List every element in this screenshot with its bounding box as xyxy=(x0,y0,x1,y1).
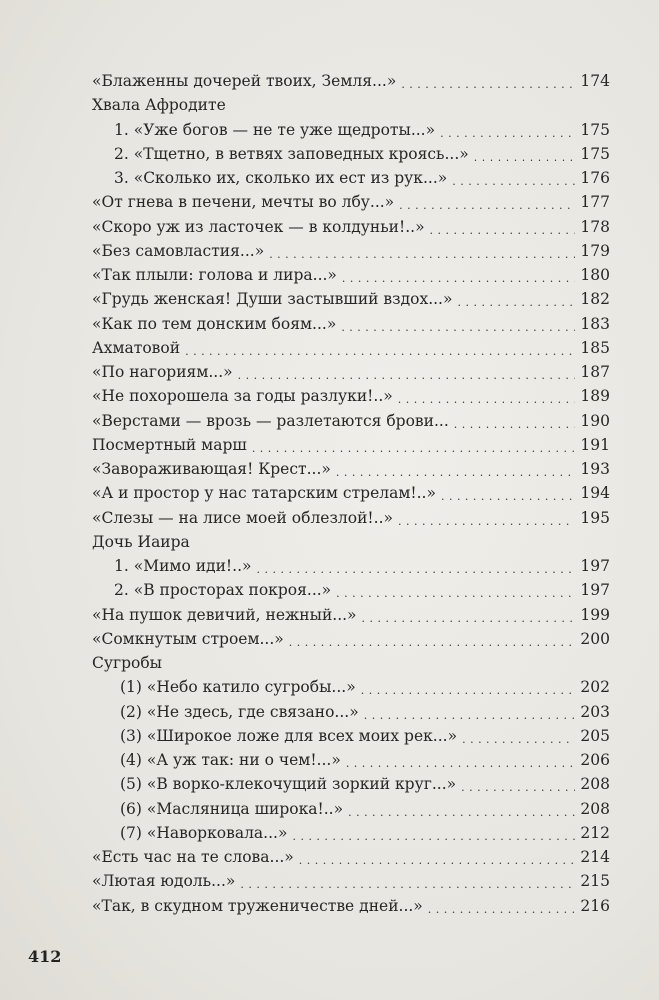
toc-entry-page: 183 xyxy=(580,314,610,333)
dot-leader xyxy=(399,195,575,211)
toc-entry xyxy=(92,96,610,120)
toc-entry-page: 185 xyxy=(580,338,610,357)
dot-leader xyxy=(362,608,576,624)
toc-entry xyxy=(92,824,610,848)
dot-leader xyxy=(474,147,576,163)
toc-entry-page: 197 xyxy=(580,581,610,600)
toc-entry-title: 1. «Мимо иди!..» xyxy=(114,557,252,575)
toc-entry xyxy=(92,848,610,872)
toc-entry-title: «Лютая юдоль...» xyxy=(92,872,236,891)
dot-leader xyxy=(430,220,576,236)
toc-entry xyxy=(92,509,610,533)
toc-entry xyxy=(92,145,610,169)
toc-entry-title: Ахматовой xyxy=(92,338,181,357)
dot-leader xyxy=(428,899,576,915)
toc-entry-title: Дочь Иаира xyxy=(92,532,190,551)
dot-leader xyxy=(336,583,575,599)
page-number: 412 xyxy=(28,947,62,966)
dot-leader xyxy=(361,680,576,696)
toc-entry xyxy=(92,484,610,508)
toc-entry-page: 193 xyxy=(580,460,610,478)
dot-leader xyxy=(452,171,575,187)
toc-entry xyxy=(92,460,610,484)
dot-leader xyxy=(342,268,576,284)
toc-entry-page: 208 xyxy=(580,775,610,794)
toc-entry-title: «А и простор у нас татарским стрелам!..» xyxy=(92,484,436,503)
toc-entry-title: (3) «Широкое ложе для всех моих рек...» xyxy=(120,726,458,745)
dot-leader xyxy=(240,874,575,890)
dot-leader xyxy=(257,559,576,575)
toc-entry xyxy=(92,363,610,387)
toc-entry-page: 187 xyxy=(580,363,610,381)
dot-leader xyxy=(269,244,575,260)
toc-entry-title: «Сомкнутым строем...» xyxy=(92,629,284,648)
toc-entry xyxy=(92,193,610,217)
toc-entry-title: Хвала Афродите xyxy=(92,96,226,115)
toc-entry-page: 176 xyxy=(580,169,610,187)
toc-entry-page: 191 xyxy=(580,435,610,454)
toc-entry xyxy=(92,606,610,630)
toc-entry-page: 200 xyxy=(580,629,610,648)
dot-leader xyxy=(441,486,575,502)
toc-entry xyxy=(92,242,610,266)
toc-entry-page: 180 xyxy=(580,266,610,284)
toc-entry-page: 174 xyxy=(580,72,610,90)
toc-entry-page: 208 xyxy=(580,799,610,818)
toc-entry-title: «По нагориям...» xyxy=(92,363,233,381)
toc-entry-page: 190 xyxy=(580,411,610,430)
toc-entry-title: «Грудь женская! Души застывший вздох...» xyxy=(92,290,453,309)
dot-leader xyxy=(457,292,575,308)
toc-entry-title: (6) «Масляница широка!..» xyxy=(120,799,344,818)
toc-entry xyxy=(92,218,610,242)
toc-entry xyxy=(92,121,610,145)
toc-entry-title: «Без самовластия...» xyxy=(92,241,265,260)
toc-entry xyxy=(92,266,610,290)
toc-entry-title: (7) «Наворковала...» xyxy=(120,823,288,842)
toc-entry-title: Сугробы xyxy=(92,654,163,672)
toc-entry-title: «Как по тем донским боям...» xyxy=(92,314,337,333)
toc-entry-title: «Скоро уж из ласточек — в колдуньи!..» xyxy=(92,217,425,236)
toc-entry xyxy=(92,727,610,751)
dot-leader xyxy=(440,123,575,139)
toc-entry xyxy=(92,339,610,363)
dot-leader xyxy=(289,632,576,648)
toc-entry xyxy=(92,897,610,921)
toc-entry xyxy=(92,557,610,581)
toc-entry xyxy=(92,775,610,799)
dot-leader xyxy=(364,705,576,721)
dot-leader xyxy=(346,753,576,769)
toc-entry xyxy=(92,703,610,727)
toc-entry xyxy=(92,654,610,678)
toc-entry-title: «От гнева в печени, мечты во лбу...» xyxy=(92,193,395,212)
toc-entry xyxy=(92,630,610,654)
toc-entry-title: (1) «Небо катило сугробы...» xyxy=(120,678,356,697)
table-of-contents xyxy=(92,72,610,921)
toc-entry-page: 197 xyxy=(580,557,610,575)
toc-entry-title: «Так, в скудном труженичестве дней...» xyxy=(92,896,423,915)
toc-entry xyxy=(92,169,610,193)
toc-entry-page: 195 xyxy=(580,508,610,527)
toc-entry-page: 203 xyxy=(580,702,610,721)
toc-entry xyxy=(92,533,610,557)
toc-entry-title: 1. «Уже богов — не те уже щедроты...» xyxy=(114,120,436,139)
toc-entry-title: 2. «Тщетно, в ветвях заповедных кроясь...» xyxy=(114,144,469,163)
dot-leader xyxy=(238,365,576,381)
toc-entry xyxy=(92,315,610,339)
toc-entry-title: 3. «Сколько их, сколько их ест из рук...» xyxy=(114,169,448,187)
dot-leader xyxy=(398,511,575,527)
toc-entry xyxy=(92,436,610,460)
dot-leader xyxy=(299,850,576,866)
dot-leader xyxy=(398,389,576,405)
toc-entry-title: «Блаженны дочерей твоих, Земля...» xyxy=(92,72,397,90)
dot-leader xyxy=(401,74,575,90)
toc-entry-page: 205 xyxy=(580,726,610,745)
toc-entry-title: «Завораживающая! Крест...» xyxy=(92,460,331,478)
toc-entry-title: «Слезы — на лисе моей облезлой!..» xyxy=(92,508,393,527)
toc-entry-page: 179 xyxy=(580,241,610,260)
toc-entry-page: 216 xyxy=(580,896,610,915)
toc-entry-title: (2) «Не здесь, где связано...» xyxy=(120,702,359,721)
toc-entry-title: «Верстами — врозь — разлетаются брови... xyxy=(92,411,449,430)
toc-entry xyxy=(92,387,610,411)
dot-leader xyxy=(341,317,575,333)
dot-leader xyxy=(292,826,575,842)
toc-entry-title: «Так плыли: голова и лира...» xyxy=(92,266,337,284)
toc-entry xyxy=(92,412,610,436)
toc-entry xyxy=(92,290,610,314)
toc-entry-page: 177 xyxy=(580,193,610,212)
toc-entry-title: (5) «В ворко-клекочущий зоркий круг...» xyxy=(120,775,457,794)
toc-entry-page: 215 xyxy=(580,872,610,891)
toc-entry-page: 199 xyxy=(580,605,610,624)
toc-entry-title: Посмертный марш xyxy=(92,435,247,454)
toc-entry-page: 182 xyxy=(580,290,610,309)
toc-entry-page: 189 xyxy=(580,387,610,406)
dot-leader xyxy=(462,729,575,745)
toc-entry-title: (4) «А уж так: ни о чем!...» xyxy=(120,751,341,769)
toc-entry xyxy=(92,72,610,96)
toc-entry xyxy=(92,751,610,775)
toc-entry xyxy=(92,581,610,605)
dot-leader xyxy=(185,341,575,357)
toc-entry xyxy=(92,872,610,896)
toc-entry-page: 202 xyxy=(580,678,610,697)
toc-entry-page: 178 xyxy=(580,217,610,236)
toc-entry xyxy=(92,678,610,702)
toc-entry xyxy=(92,800,610,824)
toc-entry-page: 212 xyxy=(580,823,610,842)
dot-leader xyxy=(252,438,576,454)
dot-leader xyxy=(454,414,576,430)
toc-entry-title: «Есть час на те слова...» xyxy=(92,848,294,866)
toc-entry-page: 206 xyxy=(580,751,610,769)
toc-entry-page: 214 xyxy=(580,848,610,866)
toc-entry-title: «На пушок девичий, нежный...» xyxy=(92,605,357,624)
toc-entry-title: «Не похорошела за годы разлуки!..» xyxy=(92,387,393,406)
dot-leader xyxy=(348,802,575,818)
toc-entry-page: 175 xyxy=(580,144,610,163)
toc-entry-page: 194 xyxy=(580,484,610,503)
toc-entry-page: 175 xyxy=(580,120,610,139)
dot-leader xyxy=(461,777,575,793)
toc-entry-title: 2. «В просторах покроя...» xyxy=(114,581,332,600)
dot-leader xyxy=(336,462,576,478)
